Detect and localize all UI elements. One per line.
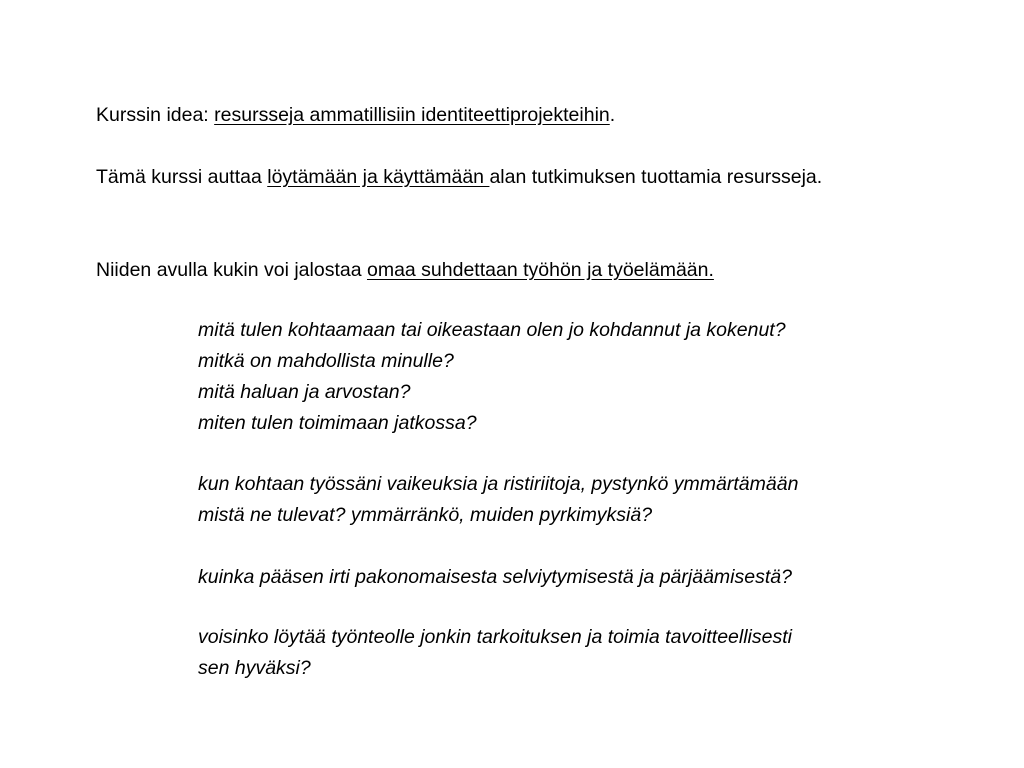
question-line: voisinko löytää työnteolle jonkin tarkoituksen ja toimia tavoitteellisesti — [198, 626, 792, 648]
question-line: mitkä on mahdollista minulle? — [198, 350, 454, 372]
course-idea-line — [96, 103, 615, 127]
question-line: mitä haluan ja arvostan? — [198, 381, 411, 403]
course-idea-prefix: Kurssin idea: — [96, 104, 215, 126]
course-help-suffix: alan tutkimuksen tuottamia resursseja. — [489, 166, 823, 188]
question-line: mitä tulen kohtaamaan tai oikeastaan olen jo kohdannut ja kokenut? — [198, 319, 786, 341]
question-group-4 — [198, 622, 792, 684]
question-line: kuinka pääsen irti pakonomaisesta selviytymisestä ja pärjäämisestä? — [198, 566, 792, 588]
refine-underlined: omaa suhdettaan työhön ja työelämään. — [366, 259, 714, 281]
question-group-1 — [198, 315, 786, 439]
course-idea-suffix: . — [609, 104, 616, 126]
question-line: kun kohtaan työssäni vaikeuksia ja ristiriitoja, pystynkö ymmärtämään — [198, 473, 799, 495]
question-line: mistä ne tulevat? ymmärränkö, muiden pyrkimyksiä? — [198, 504, 653, 526]
question-line: miten tulen toimimaan jatkossa? — [198, 412, 477, 434]
question-line: sen hyväksi? — [198, 657, 311, 679]
question-group-2 — [198, 469, 798, 531]
refine-line — [96, 258, 714, 282]
course-help-underlined: löytämään ja käyttämään — [267, 166, 490, 188]
course-help-line — [96, 165, 822, 189]
refine-prefix: Niiden avulla kukin voi jalostaa — [96, 259, 367, 281]
course-help-prefix: Tämä kurssi auttaa — [96, 166, 268, 188]
course-idea-link: resursseja ammatillisiin identiteettiprojekteihin — [214, 104, 610, 126]
question-group-3 — [198, 562, 792, 593]
